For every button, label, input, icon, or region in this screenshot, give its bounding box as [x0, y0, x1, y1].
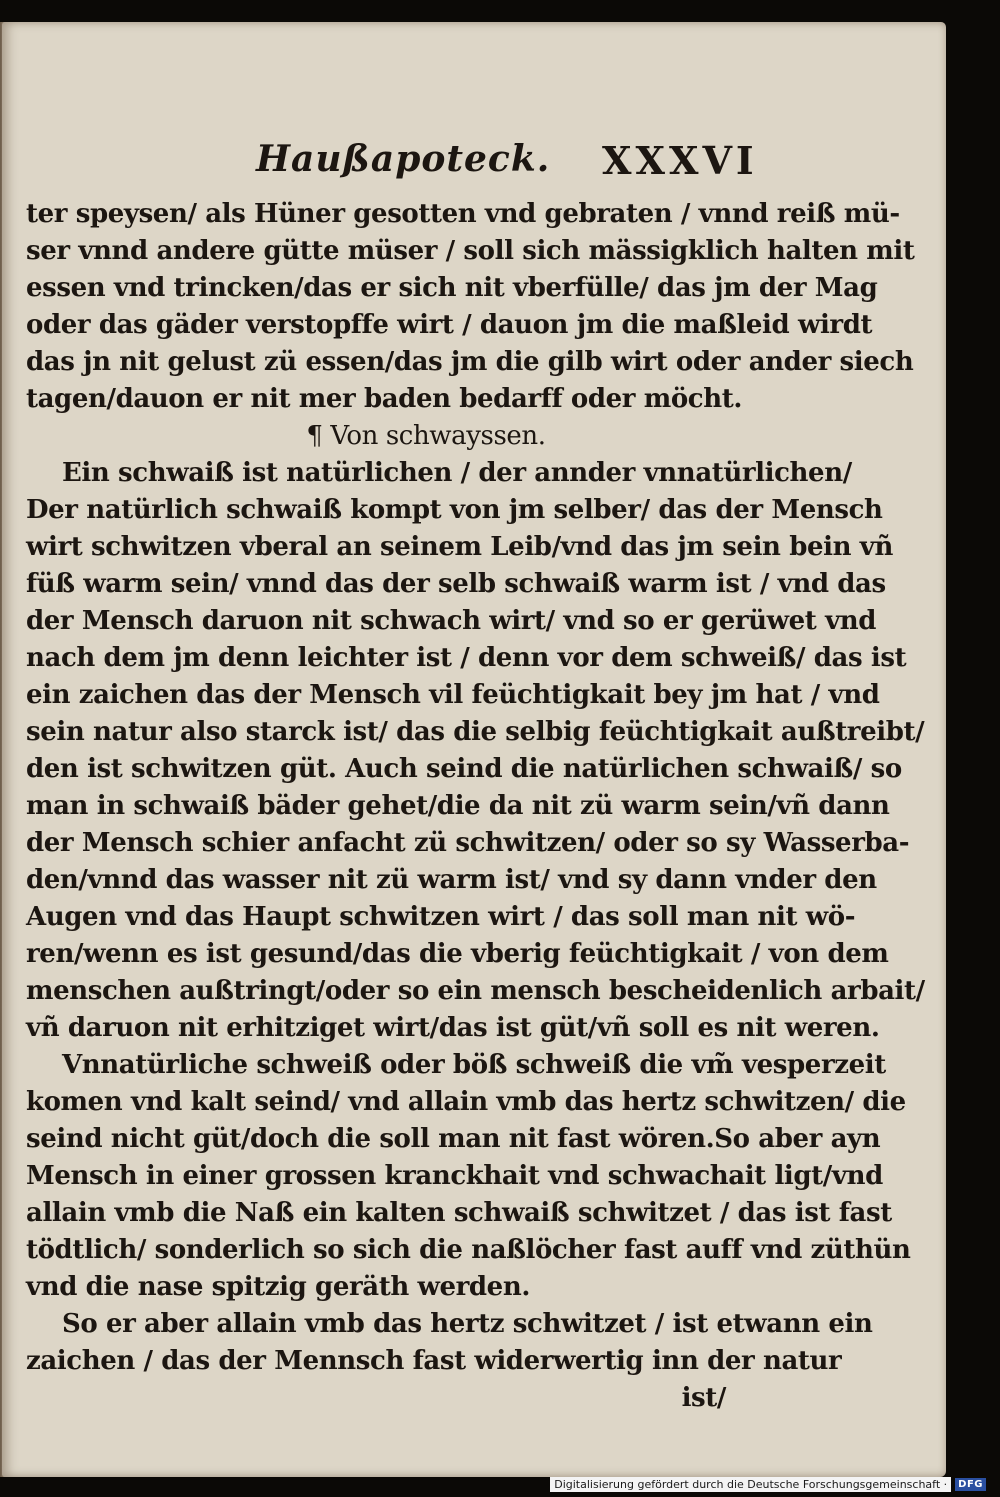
text-line: den/vnnd das wasser nit zü warm ist/ vnd sy dann vnder den	[26, 865, 877, 895]
text-line: Augen vnd das Haupt schwitzen wirt / das soll man nit wö-	[26, 902, 856, 932]
text-line: essen vnd trincken/das er sich nit vberfülle/ das jm der Mag	[26, 273, 878, 303]
text-line: komen vnd kalt seind/ vnd allain vmb das hertz schwitzen/ die	[26, 1087, 906, 1117]
text-line: füß warm sein/ vnnd das der selb schwaiß warm ist / vnd das	[26, 569, 886, 599]
text-line: vñ daruon nit erhitziget wirt/das ist güt/vñ soll es nit weren.	[26, 1013, 880, 1043]
catchword: ist/	[681, 1383, 726, 1413]
folio-number: XXXVI	[602, 138, 758, 183]
text-line: Der natürlich schwaiß kompt von jm selber/ das der Mensch	[26, 495, 883, 525]
running-head: Haußapoteck.	[256, 138, 551, 180]
page-body	[26, 196, 925, 1417]
book-page	[2, 22, 946, 1477]
text-line: das jn nit gelust zü essen/das jm die gilb wirt oder ander siech	[26, 347, 914, 377]
text-line: zaichen / das der Mennsch fast widerwertig inn der natur	[26, 1346, 842, 1376]
text-line: menschen außtringt/oder so ein mensch bescheidenlich arbait/	[26, 976, 925, 1006]
text-line: Ein schwaiß ist natürlichen / der annder vnnatürlichen/	[62, 458, 852, 488]
text-line: So er aber allain vmb das hertz schwitzet / ist etwann ein	[62, 1309, 873, 1339]
text-line: man in schwaiß bäder gehet/die da nit zü warm sein/vñ dann	[26, 791, 890, 821]
digitization-credit	[550, 1475, 986, 1493]
dfg-logo: DFG	[955, 1478, 986, 1491]
text-line: der Mensch daruon nit schwach wirt/ vnd so er gerüwet vnd	[26, 606, 877, 636]
text-line: der Mensch schier anfacht zü schwitzen/ oder so sy Wasserba-	[26, 828, 910, 858]
text-line: ein zaichen das der Mensch vil feüchtigkait bey jm hat / vnd	[26, 680, 880, 710]
text-line: wirt schwitzen vberal an seinem Leib/vnd das jm sein bein vñ	[26, 532, 893, 562]
text-line: seind nicht güt/doch die soll man nit fast wören.So aber ayn	[26, 1124, 881, 1154]
credit-text: Digitalisierung gefördert durch die Deutsche Forschungsgemeinschaft ·	[550, 1477, 951, 1492]
text-line: sein natur also starck ist/ das die selbig feüchtigkait außtreibt/	[26, 717, 925, 747]
text-line: ren/wenn es ist gesund/das die vberig feüchtigkait / von dem	[26, 939, 889, 969]
section-heading: ¶ Von schwayssen.	[306, 421, 546, 451]
text-line: allain vmb die Naß ein kalten schwaiß schwitzet / das ist fast	[26, 1198, 892, 1228]
text-line: ter speysen/ als Hüner gesotten vnd gebraten / vnnd reiß mü-	[26, 199, 900, 229]
text-line: Vnnatürliche schweiß oder böß schweiß die vm̃ vesperzeit	[62, 1050, 886, 1080]
text-line: den ist schwitzen güt. Auch seind die natürlichen schwaiß/ so	[26, 754, 902, 784]
text-line: nach dem jm denn leichter ist / denn vor dem schweiß/ das ist	[26, 643, 907, 673]
text-line: vnd die nase spitzig geräth werden.	[26, 1272, 530, 1302]
text-line: tagen/dauon er nit mer baden bedarff oder möcht.	[26, 384, 742, 414]
text-line: Mensch in einer grossen kranckhait vnd schwachait ligt/vnd	[26, 1161, 883, 1191]
text-line: ser vnnd andere gütte müser / soll sich mässigklich halten mit	[26, 236, 915, 266]
text-line: oder das gäder verstopffe wirt / dauon jm die maßleid wirdt	[26, 310, 873, 340]
text-line: tödtlich/ sonderlich so sich die naßlöcher fast auff vnd züthün	[26, 1235, 911, 1265]
